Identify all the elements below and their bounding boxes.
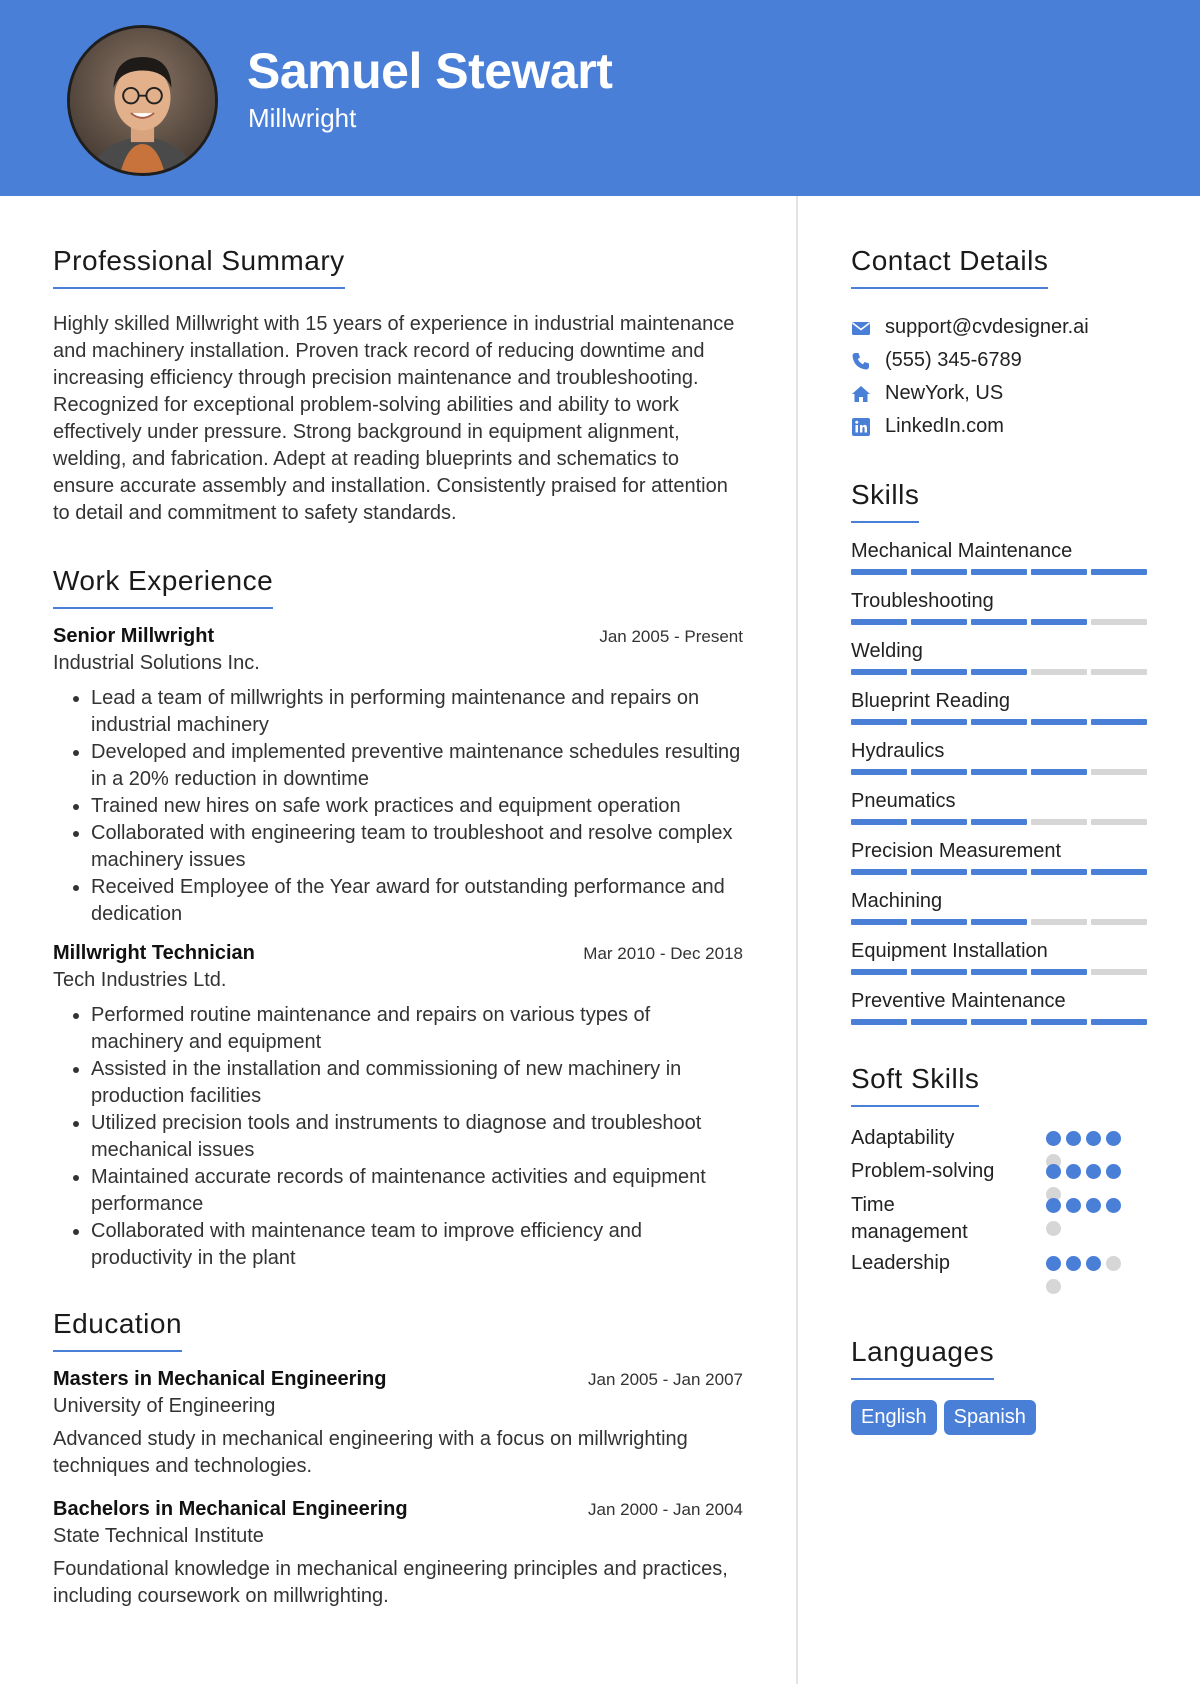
skills-section — [851, 479, 1151, 1025]
skill-level-bar — [851, 819, 1151, 825]
skill-segment-filled — [851, 919, 907, 925]
skill-segment-filled — [1031, 619, 1087, 625]
list-item: • Lead a team of millwrights in performing maintenance and repairs on industrial machinery — [91, 685, 743, 739]
linkedin-text: LinkedIn.com — [885, 415, 1004, 437]
experience-section — [53, 565, 743, 1272]
skill-segment-filled — [971, 1019, 1027, 1025]
contact-location — [851, 377, 1151, 410]
envelope-icon — [851, 318, 885, 338]
header-banner — [0, 0, 1200, 196]
skill-segment-filled — [971, 569, 1027, 575]
soft-skill-name: Time management — [851, 1194, 968, 1243]
skill-level-bar — [851, 669, 1151, 675]
skill-segment-filled — [971, 619, 1027, 625]
rating-dot-filled — [1046, 1164, 1061, 1179]
skill-segment-filled — [851, 969, 907, 975]
skill-name: Hydraulics — [851, 740, 945, 762]
skill-segment-empty — [1091, 919, 1147, 925]
skill-segment-filled — [851, 569, 907, 575]
skills-heading: Skills — [851, 479, 919, 523]
soft-skills-section — [851, 1063, 1151, 1310]
main-column — [53, 245, 743, 1610]
job-bullets — [53, 1002, 743, 1272]
degree-title: Bachelors in Mechanical Engineering — [53, 1498, 408, 1520]
list-item: • Collaborated with engineering team to troubleshoot and resolve complex machinery issues — [91, 820, 743, 874]
skill-item — [851, 987, 1151, 1025]
skill-level-bar — [851, 869, 1151, 875]
candidate-title: Millwright — [248, 103, 357, 133]
school-name: State Technical Institute — [53, 1525, 264, 1547]
skill-segment-filled — [971, 669, 1027, 675]
skill-segment-filled — [971, 769, 1027, 775]
job-date: Mar 2010 - Dec 2018 — [583, 944, 743, 963]
education-entry — [53, 1498, 743, 1610]
skill-segment-filled — [1031, 719, 1087, 725]
job-entry — [53, 625, 743, 928]
skill-segment-filled — [851, 619, 907, 625]
skill-segment-empty — [1091, 819, 1147, 825]
skill-segment-filled — [1031, 869, 1087, 875]
education-description: Foundational knowledge in mechanical engineering principles and practices, including coursework on millwrighting. — [53, 1558, 728, 1607]
skill-segment-empty — [1031, 669, 1087, 675]
phone-text: (555) 345-6789 — [885, 349, 1022, 371]
summary-heading: Professional Summary — [53, 245, 345, 289]
rating-dot-filled — [1066, 1164, 1081, 1179]
skill-name: Blueprint Reading — [851, 690, 1010, 712]
contact-section — [851, 245, 1151, 443]
skill-segment-filled — [851, 669, 907, 675]
skill-segment-filled — [971, 719, 1027, 725]
language-tag: English — [851, 1400, 937, 1435]
list-item: • Received Employee of the Year award for outstanding performance and dedication — [91, 874, 743, 928]
soft-skill-item — [851, 1192, 1151, 1250]
skill-segment-filled — [911, 669, 967, 675]
list-item: • Maintained accurate records of maintenance activities and equipment performance — [91, 1164, 743, 1218]
skill-item — [851, 687, 1151, 725]
contact-linkedin[interactable] — [851, 410, 1151, 443]
email-text: support@cvdesigner.ai — [885, 316, 1089, 338]
rating-dot-filled — [1066, 1256, 1081, 1271]
skill-level-bar — [851, 619, 1151, 625]
skill-segment-filled — [851, 819, 907, 825]
job-entry — [53, 942, 743, 1272]
soft-skill-item — [851, 1158, 1151, 1192]
list-item: • Trained new hires on safe work practices and equipment operation — [91, 793, 743, 820]
skill-segment-filled — [911, 869, 967, 875]
skill-segment-filled — [971, 919, 1027, 925]
education-section — [53, 1308, 743, 1610]
job-company: Industrial Solutions Inc. — [53, 652, 260, 674]
experience-heading: Work Experience — [53, 565, 273, 609]
skill-segment-filled — [851, 1019, 907, 1025]
skill-item — [851, 537, 1151, 575]
skill-item — [851, 787, 1151, 825]
job-title: Millwright Technician — [53, 942, 255, 964]
soft-skill-name: Problem-solving — [851, 1160, 995, 1182]
location-text: NewYork, US — [885, 382, 1004, 404]
skill-segment-filled — [1091, 569, 1147, 575]
degree-title: Masters in Mechanical Engineering — [53, 1368, 387, 1390]
skill-segment-filled — [1091, 719, 1147, 725]
rating-dot-filled — [1086, 1164, 1101, 1179]
skill-segment-filled — [971, 819, 1027, 825]
contact-email[interactable] — [851, 311, 1151, 344]
skill-segment-filled — [911, 1019, 967, 1025]
skill-segment-filled — [1031, 969, 1087, 975]
skill-segment-empty — [1091, 619, 1147, 625]
list-item: • Collaborated with maintenance team to improve efficiency and productivity in the plant — [91, 1218, 743, 1272]
rating-dot-filled — [1086, 1131, 1101, 1146]
skill-name: Welding — [851, 640, 923, 662]
summary-section — [53, 245, 743, 527]
list-item: • Utilized precision tools and instruments to diagnose and troubleshoot mechanical issues — [91, 1110, 743, 1164]
rating-dot-filled — [1046, 1256, 1061, 1271]
languages-section — [851, 1336, 1151, 1435]
education-entry — [53, 1368, 743, 1480]
rating-dot-filled — [1046, 1131, 1061, 1146]
skill-segment-filled — [1031, 569, 1087, 575]
soft-skill-item — [851, 1250, 1151, 1310]
summary-text: Highly skilled Millwright with 15 years of experience in industrial maintenance and machinery installation. Proven track record of reducing downtime and increasing efficiency through precision maintenance and troubleshooting. Recognized for exceptional problem-solving abilities and ability to work effectively under pressure. Strong background in equipment alignment, welding, and fabrication. Adept at reading blueprints and schematics to ensure accurate assembly and installation. Consistently praised for attention to detail and commitment to safety standards. — [53, 313, 735, 524]
skill-segment-empty — [1091, 969, 1147, 975]
rating-dot-filled — [1106, 1198, 1121, 1213]
skill-level-bar — [851, 969, 1151, 975]
skill-item — [851, 837, 1151, 875]
rating-dot-empty — [1046, 1279, 1061, 1294]
skill-level-bar — [851, 1019, 1151, 1025]
avatar — [67, 25, 218, 176]
languages-heading: Languages — [851, 1336, 994, 1380]
skill-name: Machining — [851, 890, 943, 912]
education-date: Jan 2000 - Jan 2004 — [587, 1500, 743, 1519]
skill-segment-filled — [911, 819, 967, 825]
rating-dot-filled — [1086, 1256, 1101, 1271]
skill-level-bar — [851, 919, 1151, 925]
soft-skills-list — [851, 1125, 1151, 1310]
rating-dot-empty — [1046, 1221, 1061, 1236]
rating-dot-filled — [1066, 1198, 1081, 1213]
skill-segment-filled — [911, 619, 967, 625]
skill-segment-filled — [911, 569, 967, 575]
sidebar-column — [851, 245, 1151, 1435]
languages-list — [851, 1400, 1151, 1435]
skill-item — [851, 887, 1151, 925]
skill-segment-filled — [911, 919, 967, 925]
skill-segment-filled — [971, 969, 1027, 975]
skill-level-bar — [851, 769, 1151, 775]
skill-segment-filled — [851, 869, 907, 875]
skill-name: Pneumatics — [851, 790, 956, 812]
skill-item — [851, 587, 1151, 625]
linkedin-icon — [851, 417, 885, 437]
skill-segment-filled — [911, 719, 967, 725]
soft-skill-name: Adaptability — [851, 1127, 955, 1149]
skills-list — [851, 537, 1151, 1025]
skill-name: Troubleshooting — [851, 590, 994, 612]
skill-segment-filled — [1091, 1019, 1147, 1025]
soft-skills-heading: Soft Skills — [851, 1063, 979, 1107]
phone-icon — [851, 351, 885, 371]
column-divider — [796, 196, 798, 1684]
rating-dot-filled — [1086, 1198, 1101, 1213]
contact-heading: Contact Details — [851, 245, 1048, 289]
skill-name: Equipment Installation — [851, 940, 1048, 962]
job-title: Senior Millwright — [53, 625, 215, 647]
rating-dot-filled — [1106, 1131, 1121, 1146]
job-bullets — [53, 685, 743, 928]
home-icon — [851, 384, 885, 404]
skill-segment-empty — [1091, 669, 1147, 675]
soft-skill-name: Leadership — [851, 1252, 950, 1274]
skill-segment-filled — [1031, 1019, 1087, 1025]
education-description: Advanced study in mechanical engineering with a focus on millwrighting techniques and technologies. — [53, 1428, 688, 1477]
skill-item — [851, 637, 1151, 675]
skill-level-bar — [851, 569, 1151, 575]
education-date: Jan 2005 - Jan 2007 — [587, 1370, 743, 1389]
skill-segment-empty — [1031, 919, 1087, 925]
rating-dot-filled — [1106, 1164, 1121, 1179]
list-item: • Performed routine maintenance and repairs on various types of machinery and equipment — [91, 1002, 743, 1056]
skill-item — [851, 737, 1151, 775]
rating-dot-empty — [1106, 1256, 1121, 1271]
education-heading: Education — [53, 1308, 182, 1352]
soft-skill-rating — [1046, 1198, 1136, 1244]
school-name: University of Engineering — [53, 1395, 276, 1417]
skill-segment-filled — [911, 969, 967, 975]
soft-skill-item — [851, 1125, 1151, 1158]
list-item: • Assisted in the installation and commissioning of new machinery in production facilities — [91, 1056, 743, 1110]
skill-name: Precision Measurement — [851, 840, 1062, 862]
list-item: • Developed and implemented preventive maintenance schedules resulting in a 20% reduction in downtime — [91, 739, 743, 793]
candidate-name: Samuel Stewart — [247, 43, 613, 99]
soft-skill-rating — [1046, 1256, 1136, 1302]
skill-segment-filled — [1031, 769, 1087, 775]
contact-phone[interactable] — [851, 344, 1151, 377]
skill-item — [851, 937, 1151, 975]
skill-segment-empty — [1031, 819, 1087, 825]
profile-photo-icon — [70, 28, 215, 173]
skill-name: Preventive Maintenance — [851, 990, 1066, 1012]
skill-segment-filled — [851, 769, 907, 775]
rating-dot-filled — [1066, 1131, 1081, 1146]
skill-segment-filled — [1091, 869, 1147, 875]
skill-segment-filled — [851, 719, 907, 725]
language-tag: Spanish — [944, 1400, 1036, 1435]
job-company: Tech Industries Ltd. — [53, 969, 227, 991]
skill-name: Mechanical Maintenance — [851, 540, 1073, 562]
skill-segment-filled — [971, 869, 1027, 875]
job-date: Jan 2005 - Present — [599, 627, 743, 646]
skill-segment-filled — [911, 769, 967, 775]
skill-segment-empty — [1091, 769, 1147, 775]
rating-dot-filled — [1046, 1198, 1061, 1213]
skill-level-bar — [851, 719, 1151, 725]
